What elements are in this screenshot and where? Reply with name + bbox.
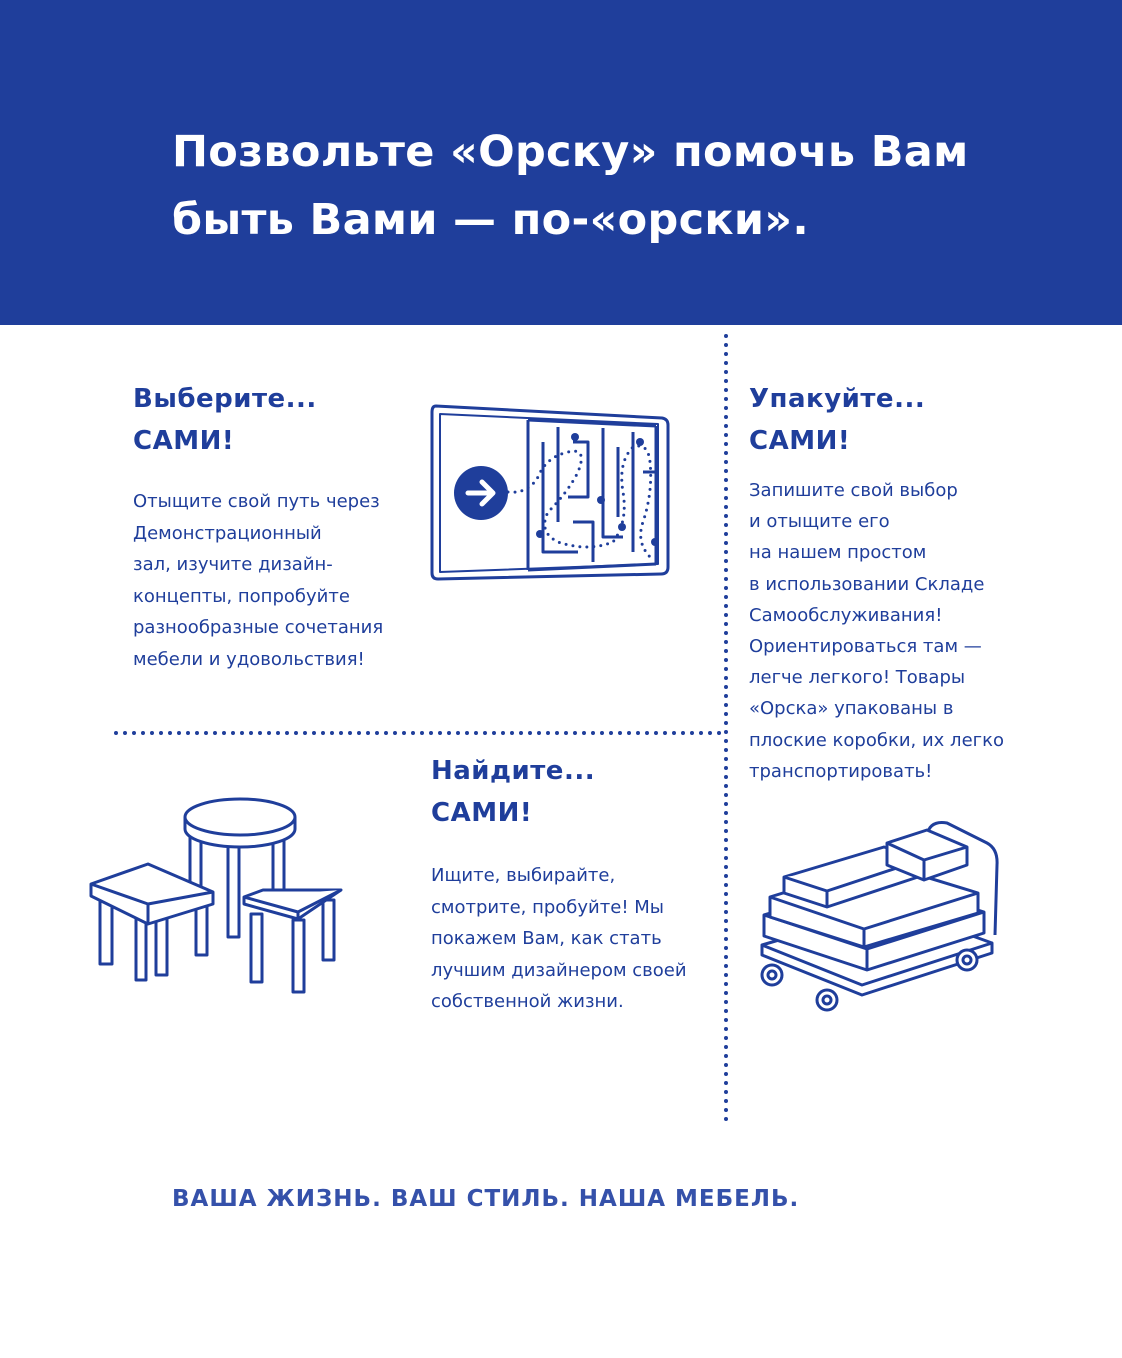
find-heading <box>431 750 595 834</box>
pack-body-line: в использовании Складе <box>749 573 985 595</box>
choose-body-line: мебели и удовольствия! <box>133 648 365 670</box>
page-title <box>172 118 969 254</box>
pack-body-line: «Орска» упакованы в <box>749 698 954 720</box>
choose-heading-line-2: САМИ! <box>133 426 235 456</box>
pack-heading <box>749 378 925 462</box>
find-heading-line-2: САМИ! <box>431 798 533 828</box>
pack-body-line: легче легкого! Товары <box>749 667 966 689</box>
choose-body-line: разнообразные сочетания <box>133 617 384 638</box>
maze-sign-icon <box>428 402 673 584</box>
title-line-2: быть Вами — по-«орски». <box>172 195 810 245</box>
cart-with-boxes-icon <box>752 815 1010 1020</box>
find-body <box>431 860 687 1018</box>
horizontal-dotted-divider <box>112 727 727 739</box>
choose-body <box>133 486 383 675</box>
pack-heading-line-2: САМИ! <box>749 426 851 456</box>
choose-body-line: Демонстрационный <box>133 522 322 544</box>
header-banner <box>0 0 1122 325</box>
title-line-1: Позвольте «Орску» помочь Вам <box>172 127 969 177</box>
tables-icon <box>88 792 348 997</box>
pack-body-line: Запишите свой выбор <box>749 480 958 501</box>
find-body-line: собственной жизни. <box>431 991 624 1012</box>
pack-body-line: и отыщите его <box>749 511 890 533</box>
choose-body-line: концепты, попробуйте <box>133 585 350 607</box>
footer-tagline: ВАША ЖИЗНЬ. ВАШ СТИЛЬ. НАША МЕБЕЛЬ. <box>172 1186 800 1212</box>
find-body-line: Ищите, выбирайте, <box>431 865 616 886</box>
pack-body-line: Самообслуживания! <box>749 604 943 626</box>
pack-body-line: плоские коробки, их легко <box>749 729 1004 751</box>
find-body-line: смотрите, пробуйте! Мы <box>431 896 664 918</box>
pack-body-line: Ориентироваться там — <box>749 636 982 658</box>
choose-body-line: зал, изучите дизайн- <box>133 554 333 575</box>
pack-body <box>749 475 1004 787</box>
choose-heading-line-1: Выберите... <box>133 384 317 414</box>
pack-heading-line-1: Упакуйте... <box>749 384 926 414</box>
find-body-line: лучшим дизайнером своей <box>431 959 687 981</box>
find-heading-line-1: Найдите... <box>431 756 596 786</box>
pack-body-line: транспортировать! <box>749 760 933 782</box>
find-body-line: покажем Вам, как стать <box>431 928 662 949</box>
pack-body-line: на нашем простом <box>749 542 927 564</box>
choose-heading <box>133 378 317 462</box>
choose-body-line: Отыщите свой путь через <box>133 491 380 512</box>
